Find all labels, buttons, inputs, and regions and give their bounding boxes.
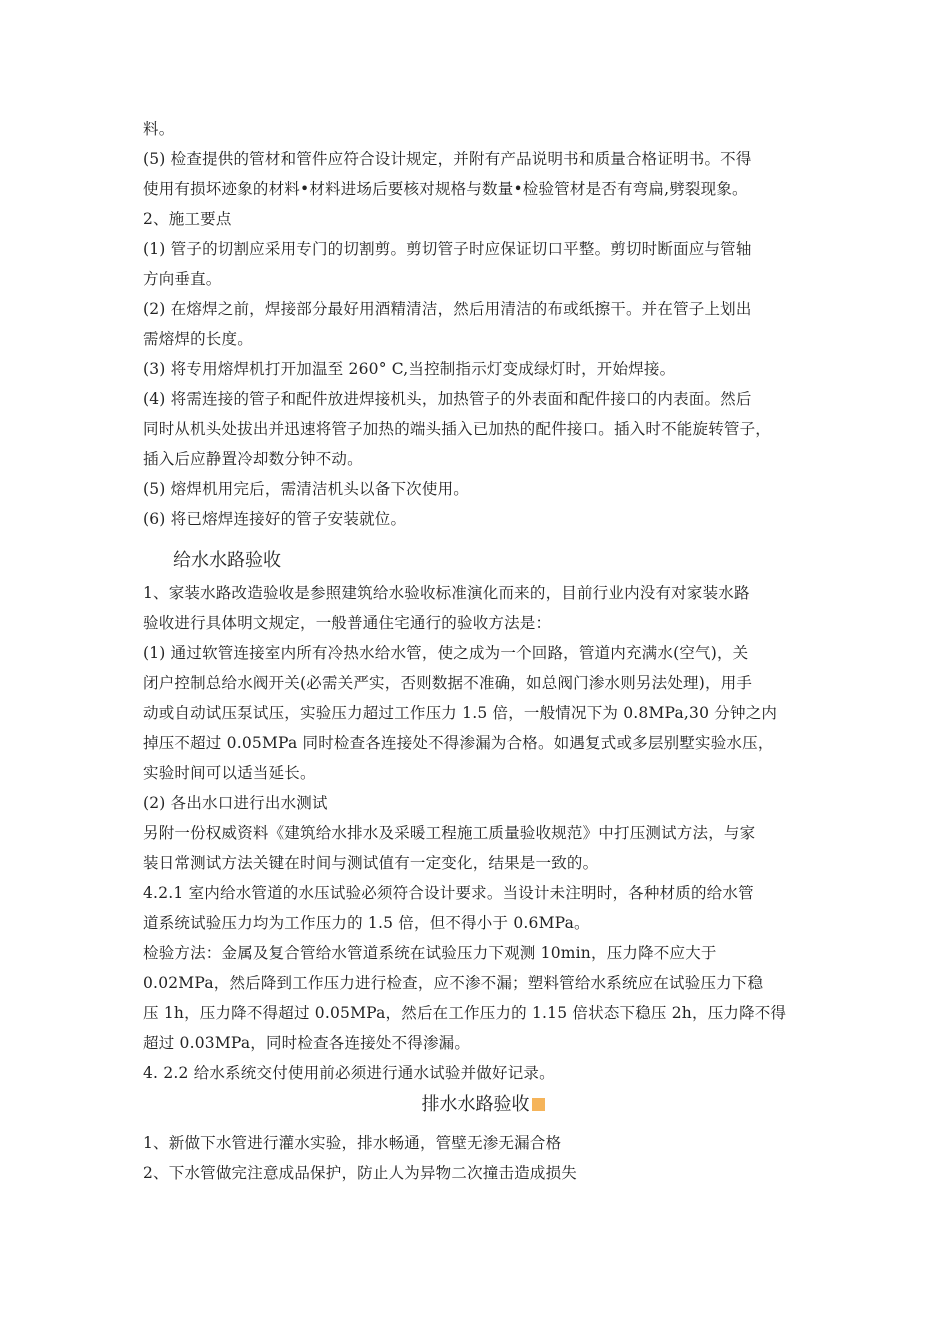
text-line: (3) 将专用熔焊机打开加温至 260° C,当控制指示灯变成绿灯时，开始焊接。 xyxy=(143,360,676,378)
section-materials-construction xyxy=(143,114,823,534)
text-line: 4.2.1 室内给水管道的水压试验必须符合设计要求。当设计未注明时，各种材质的给水管 xyxy=(143,884,754,902)
section-drainage-acceptance xyxy=(143,1088,823,1188)
text-line: (4) 将需连接的管子和配件放进焊接机头，加热管子的外表面和配件接口的内表面。然后 xyxy=(143,390,752,408)
text-line: 4. 2.2 给水系统交付使用前必须进行通水试验并做好记录。 xyxy=(143,1064,555,1082)
text-line: (1) 通过软管连接室内所有冷热水给水管，使之成为一个回路，管道内充满水(空气)，关 xyxy=(143,644,749,662)
text-line: 超过 0.03MPa，同时检查各连接处不得渗漏。 xyxy=(143,1034,471,1052)
text-line: (5) 检查提供的管材和管件应符合设计规定，并附有产品说明书和质量合格证明书。不得 xyxy=(143,150,752,168)
text-line: 同时从机头处拔出并迅速将管子加热的端头插入已加热的配件接口。插入时不能旋转管子， xyxy=(143,420,772,438)
text-line: 另附一份权威资料《建筑给水排水及采暖工程施工质量验收规范》中打压测试方法，与家 xyxy=(143,824,756,842)
highlight-marker xyxy=(532,1098,545,1111)
text-line: 道系统试验压力均为工作压力的 1.5 倍，但不得小于 0.6MPa。 xyxy=(143,914,590,932)
document-body xyxy=(143,114,823,1188)
text-line: 2、施工要点 xyxy=(143,210,232,228)
section-heading-drainage-text: 排水水路验收 xyxy=(421,1094,530,1115)
section-heading-water-supply: 给水水路验收 xyxy=(173,550,281,571)
text-line: (1) 管子的切割应采用专门的切割剪。剪切管子时应保证切口平整。剪切时断面应与管轴 xyxy=(143,240,752,258)
section-water-supply-acceptance xyxy=(143,544,823,1088)
text-line: (2) 各出水口进行出水测试 xyxy=(143,794,328,812)
text-line: 检验方法：金属及复合管给水管道系统在试验压力下观测 10min，压力降不应大于 xyxy=(143,944,717,962)
text-line: 装日常测试方法关键在时间与测试值有一定变化，结果是一致的。 xyxy=(143,854,599,872)
text-line: 方向垂直。 xyxy=(143,270,222,288)
section-heading-drainage xyxy=(143,1088,823,1122)
text-line: (2) 在熔焊之前，焊接部分最好用酒精清洁，然后用清洁的布或纸擦干。并在管子上划出 xyxy=(143,300,752,318)
text-line: (5) 熔焊机用完后，需清洁机头以备下次使用。 xyxy=(143,480,469,498)
text-line: 2、下水管做完注意成品保护，防止人为异物二次撞击造成损失 xyxy=(143,1164,577,1182)
text-line: 1、家装水路改造验收是参照建筑给水验收标准演化而来的，目前行业内没有对家装水路 xyxy=(143,584,750,602)
text-line: (6) 将已熔焊连接好的管子安装就位。 xyxy=(143,510,407,528)
text-line: 1、新做下水管进行灌水实验，排水畅通，管壁无渗无漏合格 xyxy=(143,1134,562,1152)
text-line: 验收进行具体明文规定，一般普通住宅通行的验收方法是： xyxy=(143,614,552,632)
text-line: 需熔焊的长度。 xyxy=(143,330,253,348)
text-line: 压 1h，压力降不得超过 0.05MPa，然后在工作压力的 1.15 倍状态下稳压 2h，压力降不得 xyxy=(143,1004,787,1022)
text-line: 使用有损坏迹象的材料•材料进场后要核对规格与数量•检验管材是否有弯扁,劈裂现象。 xyxy=(143,180,748,198)
text-line: 实验时间可以适当延长。 xyxy=(143,764,316,782)
text-line: 0.02MPa，然后降到工作压力进行检查，应不渗不漏；塑料管给水系统应在试验压力下稳 xyxy=(143,974,764,992)
text-line: 料。 xyxy=(143,120,175,138)
text-line: 掉压不超过 0.05MPa 同时检查各连接处不得渗漏为合格。如遇复式或多层别墅实验水压， xyxy=(143,734,774,752)
text-line: 闭户控制总给水阀开关(必需关严实，否则数据不准确，如总阀门渗水则另法处理)，用手 xyxy=(143,674,753,692)
text-line: 动或自动试压泵试压，实验压力超过工作压力 1.5 倍，一般情况下为 0.8MPa,30 分钟之内 xyxy=(143,704,778,722)
text-line: 插入后应静置冷却数分钟不动。 xyxy=(143,450,363,468)
